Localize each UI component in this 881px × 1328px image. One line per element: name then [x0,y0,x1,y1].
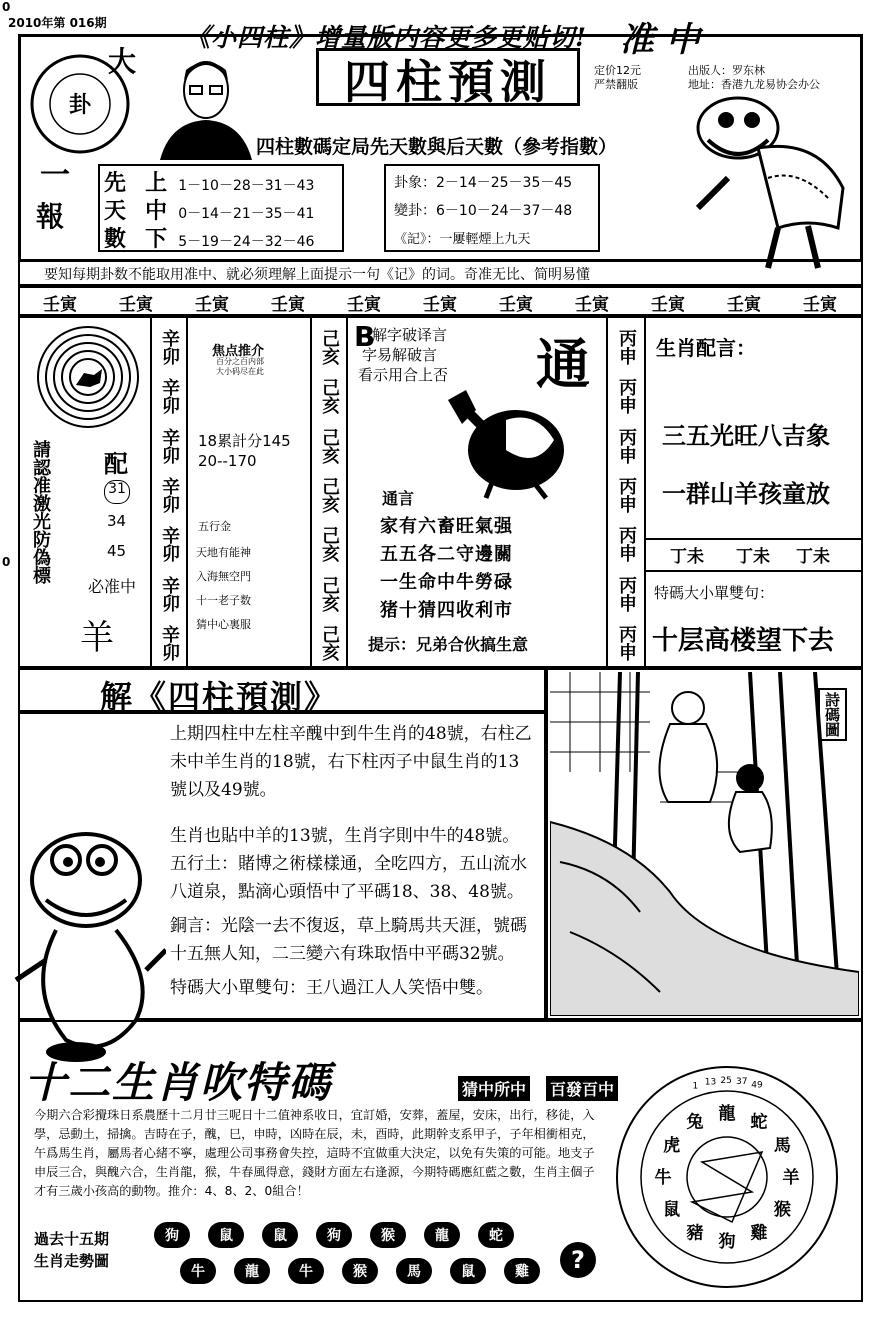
xinmao-cell: 辛卯 [159,328,180,365]
sky-row [104,194,314,225]
stem-cell: 壬寅 [195,295,229,315]
edge-mark-top: 0 [2,0,11,14]
wheel-animal-label: 兔 [686,1112,704,1133]
column-bingshen-cells [608,320,644,666]
vertical-warning: 請認准激光防偽標 [30,440,51,584]
focus-line: 入海無空門 [196,570,251,583]
sky-row-label: 天 [104,198,127,224]
trend-item: 鼠 [262,1222,298,1248]
stem-cell: 壬寅 [575,295,609,315]
trend-item: 猴 [370,1222,406,1248]
seal-char-top: 大 [108,45,137,78]
seal-mark: 一 [40,158,70,193]
stem-cell: 壬寅 [271,295,305,315]
xinmao-cell: 辛卯 [159,427,180,464]
sky-row-pos: 下 [145,226,168,252]
explain-paragraph: 特碼大小單雙句：王八過江人人笑悟中雙。 [170,978,493,998]
wheel-number-label: 37 [735,1077,748,1088]
bingshen-cell: 丙申 [616,575,637,612]
jihai-cell: 己亥 [319,575,340,612]
stem-cell: 壬寅 [119,295,153,315]
address-label: 地址：香港九龙易协会办公 [688,78,820,91]
trend-item: 鼠 [450,1258,486,1284]
bingshen-cell: 丙申 [616,526,637,563]
xinmao-cell: 辛卯 [159,378,180,415]
zodiac-line: 三五光旺八吉象 [662,422,830,450]
wheel-animal-label: 蛇 [750,1112,768,1133]
explain-paragraph: 銅言：光陰一去不復返，草上騎馬共天涯，號碼十五無人知，二三變六有珠取悟中平碼32號。 [170,916,527,964]
stem-cell: 壬寅 [43,295,77,315]
sky-row-pos: 中 [145,198,168,224]
question-badge: ? [560,1242,596,1278]
notice-text: 要知每期卦数不能取用准中、就必须理解上面提示一句《记》的词。奇准无比、简明易懂 [44,267,590,283]
sky-row [104,166,314,197]
wheel-animal-label: 狗 [718,1232,736,1252]
bingshen-cell: 丙申 [616,328,637,365]
jihai-cell: 己亥 [319,427,340,464]
stem-cell: 壬寅 [499,295,533,315]
trend-item: 猴 [342,1258,378,1284]
poem-line: 家有六畜旺氣强 [380,516,513,537]
hexagram-line: 變卦：6－10－24－37－48 [394,203,573,219]
focus-line: 五行金 [198,520,231,533]
focus-title: 焦点推介 [212,344,265,359]
wheel-number-label: 13 [704,1077,717,1088]
xinmao-cell: 辛卯 [159,575,180,612]
wheel-animal-label: 雞 [750,1223,768,1244]
banner-headline: 《小四柱》增量版内容更多更贴切! [185,23,587,52]
tong-char: 通 [536,332,590,396]
sky-row-label: 數 [104,226,127,252]
stem-cell: 壬寅 [347,295,381,315]
pei-number: 31 [104,480,130,504]
trend-item: 馬 [396,1258,432,1284]
explain-paragraph: 五行土：賭博之術樣樣通，全吃四方，五山流水八道泉，點滴心頭悟中了平碼18、38、48號。 [170,854,527,902]
sky-row-nums: 0－14－21－35－41 [178,206,315,222]
wheel-animal-label: 豬 [686,1223,704,1244]
wheel-number-label: 1 [692,1081,699,1092]
trend-item: 狗 [316,1222,352,1248]
painting-seal: 詩碼圖 [818,688,847,741]
trend-item: 牛 [180,1258,216,1284]
svg-text:卦: 卦 [68,92,92,118]
jihai-cell: 己亥 [319,328,340,365]
zodiac-wheel [612,1062,842,1292]
must-hit-label: 必准中 [88,577,137,596]
focus-line: 18累計分145 [198,432,291,450]
explain-paragraph: 生肖也貼中羊的13號，生肖字則中牛的48號。 [170,826,520,846]
stem-cell: 壬寅 [651,295,685,315]
poem-line: 一生命中牛勞碌 [380,572,513,593]
xinmao-cell: 辛卯 [159,476,180,513]
page-title: 四柱預測 [344,55,552,109]
copyright-label: 严禁翻版 [594,78,638,91]
jihai-cell: 己亥 [319,625,340,662]
intro-line: 四柱數碼定局先天數與后天數（參考指數） [256,136,618,158]
trend-item: 狗 [154,1222,190,1248]
lion-dance-image [668,78,858,278]
jihai-cell: 己亥 [319,526,340,563]
poem-line: 猪十猜四收利市 [380,600,513,621]
sky-row [104,222,314,253]
bingshen-cell: 丙申 [616,378,637,415]
wheel-animal-label: 虎 [663,1136,681,1156]
zodiac-title: 生肖配言： [656,336,756,360]
wheel-animal-label: 牛 [654,1168,672,1188]
focus-sub: 百分之百内部 [216,357,264,366]
radar-circle-image [36,325,140,429]
bingshen-cell: 丙申 [616,427,637,464]
trend-label: 過去十五期 [34,1230,110,1248]
sky-row-nums: 5－19－24－32－46 [178,234,315,250]
sky-row-nums: 1－10－28－31－43 [178,178,315,194]
zodiac-char: 羊 [80,618,114,658]
focus-sub: 大小码尽在此 [216,367,264,376]
trend-item: 鼠 [208,1222,244,1248]
b-letter: B [354,320,376,353]
xinmao-cell: 辛卯 [159,625,180,662]
wheel-number-label: 25 [720,1076,732,1087]
hexagram-line: 《記》：一屢輕煙上九天 [394,232,531,247]
zodiac-line: 一群山羊孩童放 [662,480,830,508]
jihai-cell: 己亥 [319,476,340,513]
bingshen-cell: 丙申 [616,625,637,662]
explain-paragraph: 上期四柱中左柱辛醜中到牛生肖的48號，右柱乙未中羊生肖的18號，右下柱丙子中鼠生肖的13號以及49號。 [170,724,532,800]
column-jihai-cells [312,320,346,666]
focus-line: 猜中心裏服 [196,618,251,631]
publisher-label: 出版人：罗东林 [688,64,765,77]
poem-title: 通言 [382,489,415,508]
focus-line: 20--170 [198,452,257,470]
wheel-animal-label: 羊 [782,1168,800,1188]
trend-item: 龍 [424,1222,460,1248]
dingwei-cell: 丁未 [796,547,830,567]
portrait-image [160,50,252,160]
wheel-animal-label: 鼠 [663,1200,681,1220]
dingwei-cell: 丁未 [736,547,770,567]
trend-item: 雞 [504,1258,540,1284]
wheel-animal-label: 馬 [773,1136,791,1156]
sky-row-label: 先 [104,170,127,196]
seal-char-bottom: 報 [36,200,65,233]
b-line: 字易解破言 [362,346,438,364]
explain-title: 解《四柱預測》 [100,678,339,716]
xinmao-cell: 辛卯 [159,526,180,563]
bottom-tag: 百發百中 [546,1076,618,1101]
stem-cell: 壬寅 [727,295,761,315]
edge-mark-left: 0 [2,555,11,569]
stem-cell: 壬寅 [423,295,457,315]
trend-item: 牛 [288,1258,324,1284]
bamboo-painting-image [550,672,859,1016]
column-xinmao-cells [152,320,186,666]
hint-text: 提示：兄弟合伙搞生意 [368,635,529,654]
issue-label: 2010年第 016期 [8,16,107,30]
bingshen-cell: 丙申 [616,476,637,513]
sky-row-pos: 上 [145,170,168,196]
bottom-tag: 猜中所中 [458,1076,530,1101]
focus-line: 天地有能神 [196,546,251,559]
pei-number: 45 [107,542,127,560]
b-line: 解字破译言 [372,326,448,344]
wheel-animal-label: 龍 [718,1104,736,1124]
focus-line: 十一老子数 [196,594,251,607]
hexagram-line: 卦象：2－14－25－35－45 [394,175,573,191]
price-label: 定价12元 [594,64,641,77]
brand-stamp: 准 中 [620,20,700,60]
wheel-number-label: 49 [751,1080,763,1091]
jihai-cell: 己亥 [319,378,340,415]
goat-silhouette-image [436,380,576,500]
pei-label: 配 [104,449,128,478]
wheel-animal-label: 猴 [773,1200,791,1220]
tm-text: 十层高楼望下去 [652,626,835,656]
dingwei-cell: 丁未 [670,547,704,567]
trend-item: 龍 [234,1258,270,1284]
stem-cell: 壬寅 [803,295,837,315]
trend-label: 生肖走勢圖 [34,1252,110,1270]
trend-item: 蛇 [478,1222,514,1248]
tm-title: 特碼大小單雙句： [654,584,775,602]
bottom-body: 今期六合彩攪珠日系農歷十二月廿三呢日十二值神系收日，宜訂婚，安葬，蓋屋，安床，出行，移徒，入學，忌動土，掃擒。吉時在子，醜，巳，申時，凶時在辰，未，酉時，此期幹支系甲子，子年相衝相克，午爲馬生肖，屬馬者心緒不寧，處理公司事務會失控，這時不宜做重大決定，以免有失策的可能。地支子申辰三合，與醜六合，生肖龍，猴，牛春風得意，錢財方面左右逢源，今期特碼應紅藍之數，生肖主個子才有三歲小孩高的動物。推介：4、8、2、0組合！ [34,1108,595,1198]
b-line: 看示用合上否 [358,366,449,384]
bottom-title: 十二生肖吹特碼 [24,1058,333,1107]
pei-number: 34 [107,512,127,530]
poem-line: 五五各二守邊關 [380,544,513,565]
